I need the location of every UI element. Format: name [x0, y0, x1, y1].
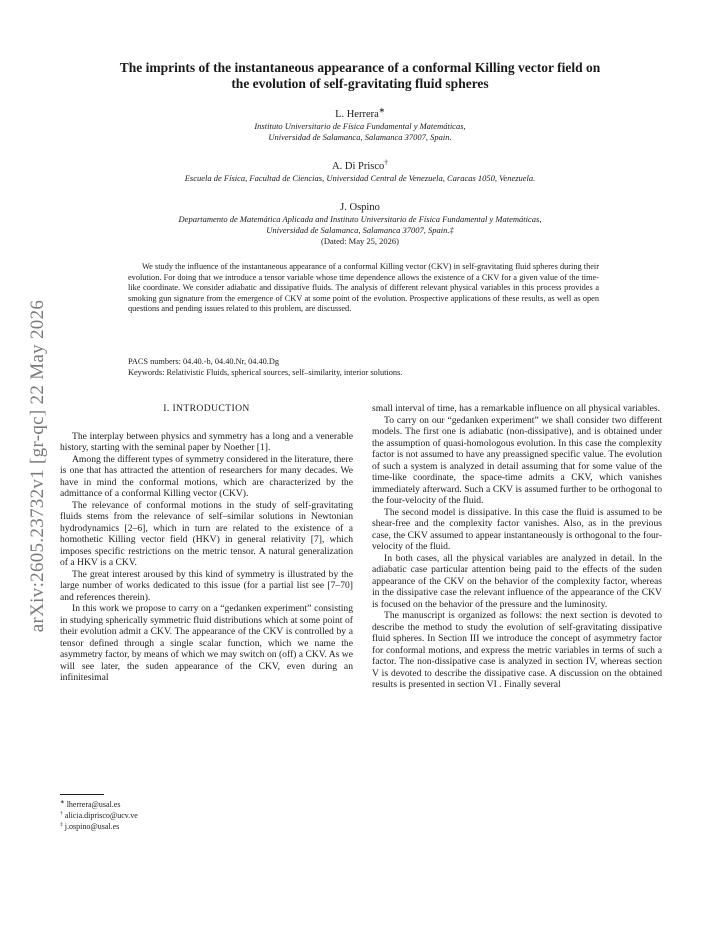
- footnote-email[interactable]: lherrera@usal.es: [66, 800, 121, 809]
- paragraph: To carry on our “gedanken experiment” we shall consider two different models. The first one is adiabatic (non-dissipative), and is obtained under the assumption of quasi-homologous evolution. In this case the complexity factor is not assumed to have any preassigned specific value. The evolution of such a system is analyzed in detail assuming that for some value of the time-like coordinate, the space-time admits a CKV, which vanishes immediately afterward. Such a CKV is assumed further to be orthogonal to the four-velocity of the fluid.: [372, 414, 662, 506]
- paragraph: The second model is dissipative. In this case the fluid is assumed to be shear-free and the complexity factor vanishes. Also, as in the previous case, the CKV assumed to appear instantaneously is orthogonal to the four-velocity of the fluid.: [372, 506, 662, 552]
- keywords: Keywords: Relativistic Fluids, spherical sources, self–similarity, interior solutions.: [128, 368, 403, 377]
- footnote-item: † alicia.diprisco@ucv.ve: [60, 810, 138, 820]
- paragraph: The manuscript is organized as follows: the next section is devoted to describe the method to study the evolution of self-gravitating dissipative fluid spheres. In Section III we introduce the concept of asymmetry factor for conformal motions, and express the metric variables in terms of such a factor. The non-dissipative case is analyzed in section IV, whereas section V is devoted to describe the dissipative case. A discussion on the obtained results is presented in section VI . Finally several: [372, 610, 662, 690]
- author-affiliation: Departamento de Matemática Aplicada and Instituto Universitario de Física Fundamental y Matemáticas,: [178, 214, 542, 224]
- author-name: L. Herrera∗: [335, 105, 385, 120]
- footnote-item: ∗ lherrera@usal.es: [60, 799, 121, 809]
- footnote-rule: [60, 794, 104, 795]
- author-affiliation: Universidad de Salamanca, Salamanca 37007, Spain.‡: [266, 225, 454, 235]
- author-affiliation: Universidad de Salamanca, Salamanca 37007, Spain.: [268, 132, 452, 142]
- author-affiliation: Escuela de Física, Facultad de Ciencias, Universidad Central de Venezuela, Caracas 1050, Venezuela.: [184, 173, 536, 183]
- title-line-2: the evolution of self-gravitating fluid spheres: [231, 76, 489, 91]
- footnote-email[interactable]: j.ospino@usal.es: [64, 821, 120, 831]
- section-heading: I. INTRODUCTION: [163, 403, 250, 414]
- paragraph: The great interest aroused by this kind of symmetry is illustrated by the large number of works dedicated to this issue (for a partial list see [7–70] and references therein).: [60, 568, 353, 603]
- pacs-numbers: PACS numbers: 04.40.-b, 04.40.Nr, 04.40.Dg: [128, 357, 280, 366]
- footnote-item: ‡ j.ospino@usal.es: [60, 820, 120, 831]
- author-footnote-mark: ∗: [378, 105, 385, 115]
- paragraph: small interval of time, has a remarkable influence on all physical variables.: [372, 403, 660, 414]
- arxiv-identifier: arXiv:2605.23732v1 [gr-qc] 22 May 2026: [27, 299, 48, 633]
- paragraph: The interplay between physics and symmetry has a long and a venerable history, starting with the seminal paper by Noether [1].: [60, 430, 353, 453]
- footnote-email[interactable]: alicia.diprisco@ucv.ve: [64, 810, 138, 820]
- paper-title: [60, 60, 660, 92]
- author-name: J. Ospino: [340, 202, 380, 213]
- footnotes: [60, 800, 353, 832]
- paragraph: In both cases, all the physical variables are analyzed in detail. In the adiabatic case particular attention being paid to the effects of the suden appearance of the CKV on the behavior of the complexity factor, whereas in the dissipative case the relevant influence of the appearance of the CKV is focused on the behavior of the pressure and the luminosity.: [372, 552, 662, 610]
- paragraph: The relevance of conformal motions in the study of self-gravitating fluids stems from the relevance of self–similar solutions in Newtonian hydrodynamics [2–6], which in turn are related to the existence of a homothetic Killing vector field (HKV) in general relativity [7], which imposes specific restrictions on the metric tensor. A natural generalization of a HKV is a CKV.: [60, 499, 353, 568]
- title-line-1: The imprints of the instantaneous appearance of a conformal Killing vector field on: [119, 60, 601, 75]
- left-column: [60, 395, 353, 684]
- author-affiliation: Instituto Universitario de Física Fundamental y Matemáticas,: [254, 121, 466, 131]
- right-column: [372, 403, 662, 691]
- author-footnote-mark: †: [384, 157, 388, 167]
- author-block-2: [60, 157, 660, 184]
- paragraph: In this work we propose to carry on a “gedanken experiment” consisting in studying spherically symmetric fluid distributions which at some point of their evolution admit a CKV. The appearance of the CKV is controlled by a tensor defined through a single scalar function, which we name the asymmetry factor, by means of which we may switch on (off) a CKV. As we will see later, the suden appearance of the CKV, even during an infinitesimal: [60, 603, 353, 683]
- dated-line: (Dated: May 25, 2026): [321, 236, 399, 246]
- author-name: A. Di Prisco†: [332, 157, 388, 172]
- paragraph: Among the different types of symmetry considered in the literature, there is one that has attracted the attention of researchers for many decades. We have in mind the conformal motions, which are characterized by the admittance of a conformal Killing vector (CKV).: [60, 453, 353, 499]
- author-block-3: [60, 201, 660, 247]
- abstract: We study the influence of the instantaneous appearance of a conformal Killing vector (CKV) in self-gravitating fluid spheres during their evolution. For doing that we introduce a tensor variable whose time dependence allows the existence of a CKV for a given value of the time-like coordinate. We consider adiabatic and dissipative fluids. The analysis of different relevant physical variables in this process provides a smoking gun signature from the emergence of CKV at some point of the evolution. Prospective applications of these results, as well as open questions and pending issues related to this problem, are discussed.: [128, 262, 599, 314]
- author-block-1: [60, 105, 660, 143]
